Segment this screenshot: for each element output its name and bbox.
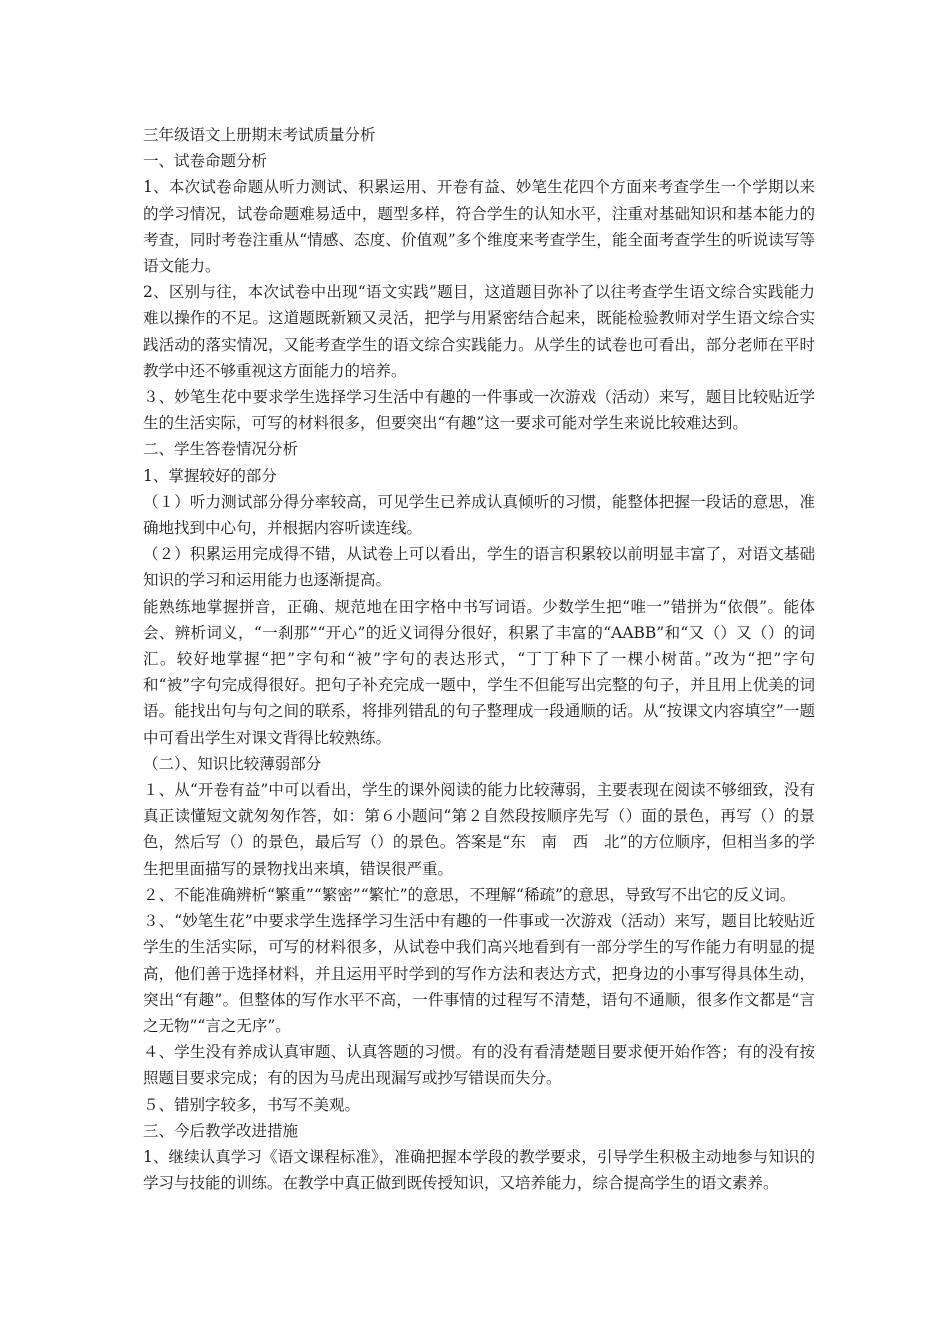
- document-page: [143, 122, 815, 1196]
- section-3-paragraph-1: 1、继续认真学习《语文课程标准》，准确把握本学段的教学要求，引导学生积极主动地参与知识的学习与技能的训练。在教学中真正做到既传授知识，又培养能力，综合提高学生的语文素养。: [143, 1147, 815, 1193]
- section-1-heading: 一、试卷命题分析: [143, 152, 268, 171]
- document-title: 三年级语文上册期末考试质量分析: [143, 126, 376, 144]
- section-2-weak-point-4: ４、学生没有养成认真审题、认真答题的习惯。有的没有看清楚题目要求便开始作答；有的没有按照题目要求完成；有的因为马虎出现漏写或抄写错误而失分。: [143, 1043, 815, 1088]
- section-2-weak-point-3: ３、“妙笔生花”中要求学生选择学习生活中有趣的一件事或一次游戏（活动）来写，题目比较贴近学生的生活实际，可写的材料很多，从试卷中我们高兴地看到有一部分学生的写作能力有明显的提高，他们善于选择材料，并且运用平时学到的写作方法和表达方式，把身边的小事写得具体生动，突出“有趣”。但整体的写作水平不高，一件事情的过程写不清楚，语句不通顺，很多作文都是“言之无物”“言之无序”。: [143, 912, 815, 1035]
- section-2-weak-point-1: １、从“开卷有益”中可以看出，学生的课外阅读的能力比较薄弱，主要表现在阅读不够细致，没有真正读懂短文就匆匆作答，如：第６小题问“第２自然段按顺序先写（）面的景色，再写（）的景色，然后写（）的景色，最后写（）的景色。答案是“东 南 西 北”的方位顺序，但相当多的学生把里面描写的景物找出来填，错误很严重。: [143, 781, 815, 878]
- section-1-paragraph-1: 1、本次试卷命题从听力测试、积累运用、开卷有益、妙笔生花四个方面来考查学生一个学期以来的学习情况，试卷命题难易适中，题型多样，符合学生的认知水平，注重对基础知识和基本能力的考查，同时考卷注重从“情感、态度、价值观”多个维度来考查学生，能全面考查学生的听说读写等语文能力。: [143, 178, 815, 276]
- section-2-subheading-1: 1、掌握较好的部分: [143, 466, 277, 485]
- section-2-weak-point-2: ２、不能准确辨析“繁重”“繁密”“繁忙”的意思，不理解“稀疏”的意思，导致写不出它的反义词。: [143, 885, 796, 904]
- section-1-paragraph-3: ３、妙笔生花中要求学生选择学习生活中有趣的一件事或一次游戏（活动）来写，题目比较贴近学生的生活实际，可写的材料很多，但要突出“有趣”这一要求可能对学生来说比较难达到。: [143, 388, 815, 433]
- section-2-heading: 二、学生答卷情况分析: [143, 440, 299, 459]
- section-1-paragraph-2: 2、区别与往，本次试卷中出现“语文实践”题目，这道题目弥补了以往考查学生语文综合实践能力难以操作的不足。这道题既新颖又灵活，把学与用紧密结合起来，既能检验教师对学生语文综合实践活动的落实情况，又能考查学生的语文综合实践能力。从学生的试卷也可看出，部分老师在平时教学中还不够重视这方面能力的培养。: [143, 283, 815, 380]
- section-3-heading: 三、今后教学改进措施: [143, 1121, 299, 1140]
- section-2-paragraph-1: （１）听力测试部分得分率较高，可见学生已养成认真倾听的习惯，能整体把握一段话的意思，准确地找到中心句，并根据内容听读连线。: [143, 492, 815, 538]
- section-2-subheading-2: （二）、知识比较薄弱部分: [143, 754, 322, 773]
- section-2-paragraph-2: （２）积累运用完成得不错，从试卷上可以看出，学生的语言积累较以前明显丰富了，对语文基础知识的学习和运用能力也逐渐提高。: [143, 545, 815, 590]
- section-2-weak-point-5: ５、错别字较多，书写不美观。: [143, 1095, 361, 1114]
- section-2-paragraph-3: 能熟练地掌握拼音，正确、规范地在田字格中书写词语。少数学生把“唯一”错拼为“依偎”。能体会、辨析词义，“一刹那”“开心”的近义词得分很好，积累了丰富的“AABB”和“又（）又（）的词汇。较好地掌握“把”字句和“被”字句的表达形式，“丁丁种下了一棵小树苗。”改为“把”字句和“被”字句完成得很好。把句子补充完成一题中，学生不但能写出完整的句子，并且用上优美的词语。能找出句与句之间的联系，将排列错乱的句子整理成一段通顺的话。从“按课文内容填空”一题中可看出学生对课文背得比较熟练。: [143, 597, 815, 747]
